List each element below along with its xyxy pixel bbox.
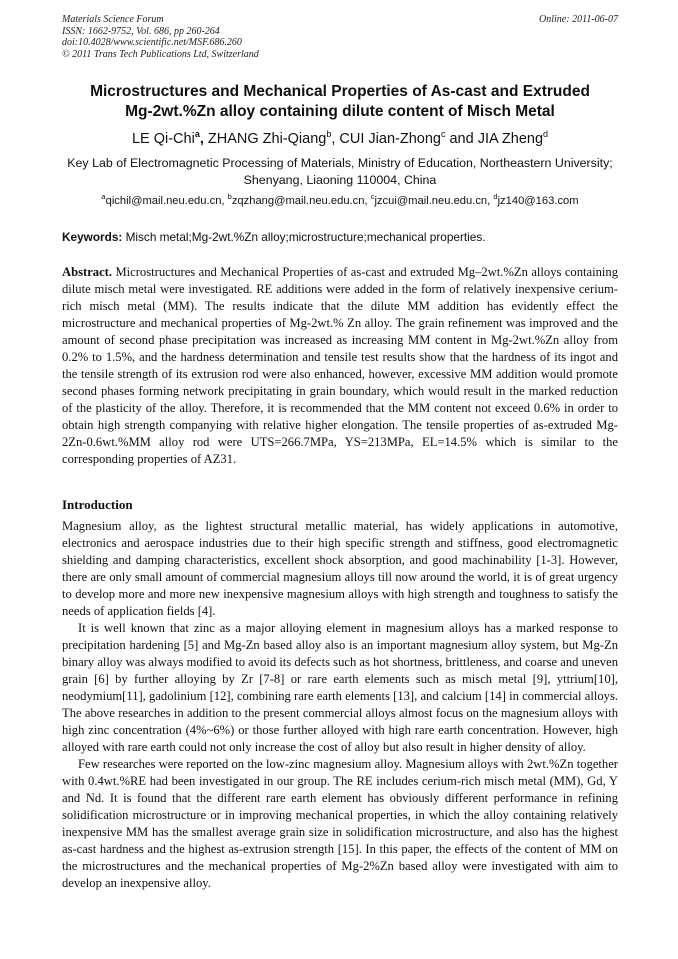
email-address: qichil@mail.neu.edu.cn, [105,195,228,207]
email-mark: c [370,192,375,201]
title-line-1: Microstructures and Mechanical Properties of As-cast and Extruded [90,83,590,100]
author-affil-mark: c [440,129,446,139]
copyright-line: © 2011 Trans Tech Publications Ltd, Switzerland [62,48,259,60]
author-affil-mark: b [326,129,332,139]
author-list [62,130,618,148]
journal-name: Materials Science Forum [62,14,164,25]
author-affil-mark: d [543,129,549,139]
author-name: JIA Zheng [477,131,544,147]
email-mark: a [101,192,106,201]
paragraph: Magnesium alloy, as the lightest structural metallic material, has widely applications in automotive, electronics and aerospace industries due to their high specific strength and stiffness, good electromagnetic shielding and damping characteristics, excellent shock absorption, and good machinability [1-3]. However, there are only small amount of commercial magnesium alloys till now around the world, it is of great urgency to develop more and more new inexpensive magnesium alloys with high strength and toughness to satisfy the needs of application fields [4]. [62,519,618,618]
online-date: Online: 2011-06-07 [539,14,618,25]
publication-header [62,14,618,60]
introduction-body [62,518,618,892]
author-separator: , [331,131,340,147]
email-address: jz140@163.com [497,195,579,207]
email-mark: b [227,192,232,201]
keywords-label: Keywords: [62,230,123,244]
author-separator: , [199,131,208,147]
affiliation [62,155,618,189]
title-line-2: Mg-2wt.%Zn alloy containing dilute content of Misch Metal [125,103,555,120]
abstract-label: Abstract. [62,265,113,279]
abstract-text: Microstructures and Mechanical Properties of as-cast and extruded Mg–2wt.%Zn alloys containing dilute misch metal were investigated. RE additions were added in the form of relatively inexpensive cerium-rich misch metal (MM). The results indicate that the dilute MM addition has evidently effect the microstructure and mechanical properties of Mg-2wt.% Zn alloy. The grain refinement was improved and the amount of second phase precipitation was increased as increasing MM content in Mg-2wt.%Zn alloy from 0.2% to 1.5%, and the hardness determination and tensile test results show that the hardness of its ingot and the tensile strength of its extrusion rod were also enhanced, however, excessive MM addition would promote second phases forming network precipitating in grain boundary, which would result in the marked reduction of the plasticity of the alloy. Therefore, it is recommended that the MM content not exceed 0.6% in order to obtain high strength companying with relative higher elongation. The tensile properties of as-extruded Mg-2Zn-0.6wt.%MM alloy rod were UTS=266.7MPa, YS=213MPa, EL=14.5% which is similar to the corresponding properties of AZ31. [62,265,618,466]
author-name: CUI Jian-Zhong [339,131,441,147]
keywords-text: Misch metal;Mg-2wt.%Zn alloy;microstructure;mechanical properties. [122,230,486,244]
author-name: LE Qi-Chi [131,131,195,147]
issn-line: ISSN: 1662-9752, Vol. 686, pp 260-264 [62,25,220,37]
doi-line: doi:10.4028/www.scientific.net/MSF.686.260 [62,37,242,48]
affiliation-line-1: Key Lab of Electromagnetic Processing of Materials, Ministry of Education, Northeastern University; [67,156,613,170]
author-emails [62,194,618,208]
paragraph: It is well known that zinc as a major alloying element in magnesium alloys has a marked response to precipitation hardening [5] and Mg-Zn based alloy also is an important magnesium alloy system, but Mg-Zn binary alloy was always modified to avoid its defects such as hot shortness, brittleness, and coarse and uneven grain [6] by further alloying by Zr [7-8] or rare earth elements such as misch metal [9], yttrium[10], neodymium[11], gadolinium [12], combining rare earth elements [13], and calcium [14] in commercial alloys. The above researches in addition to the present commercial alloys almost focus on the magnesium alloys with high zinc concentration (4%~6%) or those further alloyed with high rare earth concentration. However, high alloyed with rare earth could not only increase the cost of alloy but also result in higher density of alloy. [62,621,618,754]
keywords [62,230,618,245]
section-heading: Introduction [62,497,133,512]
affiliation-line-2: Shenyang, Liaoning 110004, China [243,173,437,187]
email-address: zqzhang@mail.neu.edu.cn, [231,195,371,207]
author-separator: and [445,131,478,147]
abstract [62,264,618,468]
author-name: ZHANG Zhi-Qiang [207,131,327,147]
author-affil-mark: a [194,129,200,139]
email-mark: d [493,192,498,201]
email-address: jzcui@mail.neu.edu.cn, [374,195,494,207]
paragraph: Few researches were reported on the low-zinc magnesium alloy. Magnesium alloys with 2wt.%Zn together with 0.4wt.%RE had been investigated in our group. The RE includes cerium-rich misch metal (MM), Gd, Y and Nd. It is found that the different rare earth element has obviously different performance in refining solidification microstructure or in improving mechanical properties, in which the alloy containing relatively inexpensive MM has the smallest average grain size in solidification microstructure, and also has the highest as-cast hardness and the highest as-extrusion strength [15]. In this paper, the effects of the content of MM on the microstructures and the mechanical properties of Mg-2%Zn based alloy were investigated with aim to develop an inexpensive alloy. [62,757,618,890]
paper-title [62,82,618,122]
